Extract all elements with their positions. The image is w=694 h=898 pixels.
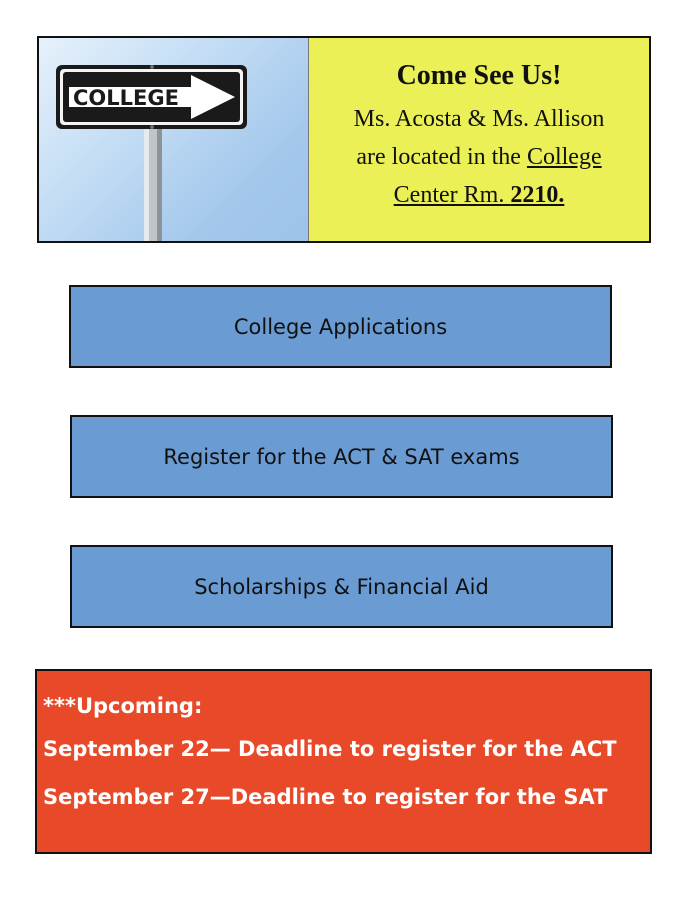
room-number: 2210. <box>510 181 565 208</box>
college-center-link-part2: Center Rm. <box>393 181 511 208</box>
scholarships-financial-aid-button[interactable] <box>70 545 613 628</box>
banner-line-3 <box>394 176 565 214</box>
banner-line-1: Ms. Acosta & Ms. Allison <box>353 105 605 132</box>
location-prefix: are located in the <box>356 143 527 170</box>
one-way-arrow-sign-icon <box>39 38 308 241</box>
college-center-link-part1: College <box>526 143 602 170</box>
banner-text-panel <box>308 38 649 241</box>
sign-text: COLLEGE <box>73 86 179 110</box>
act-deadline: September 22— Deadline to register for the ACT <box>43 737 617 761</box>
banner-title: Come See Us! <box>396 59 562 91</box>
upcoming-heading: ***Upcoming: <box>43 694 203 718</box>
register-act-sat-label: Register for the ACT & SAT exams <box>163 444 520 469</box>
college-sign-image <box>39 38 308 241</box>
college-applications-button[interactable] <box>69 285 612 368</box>
come-see-us-banner <box>37 36 651 243</box>
upcoming-deadlines-panel <box>35 669 652 854</box>
banner-line-2 <box>356 138 601 176</box>
register-act-sat-button[interactable] <box>70 415 613 498</box>
sat-deadline: September 27—Deadline to register for the SAT <box>43 785 608 809</box>
college-applications-label: College Applications <box>233 314 448 339</box>
scholarships-financial-aid-label: Scholarships & Financial Aid <box>194 574 489 599</box>
